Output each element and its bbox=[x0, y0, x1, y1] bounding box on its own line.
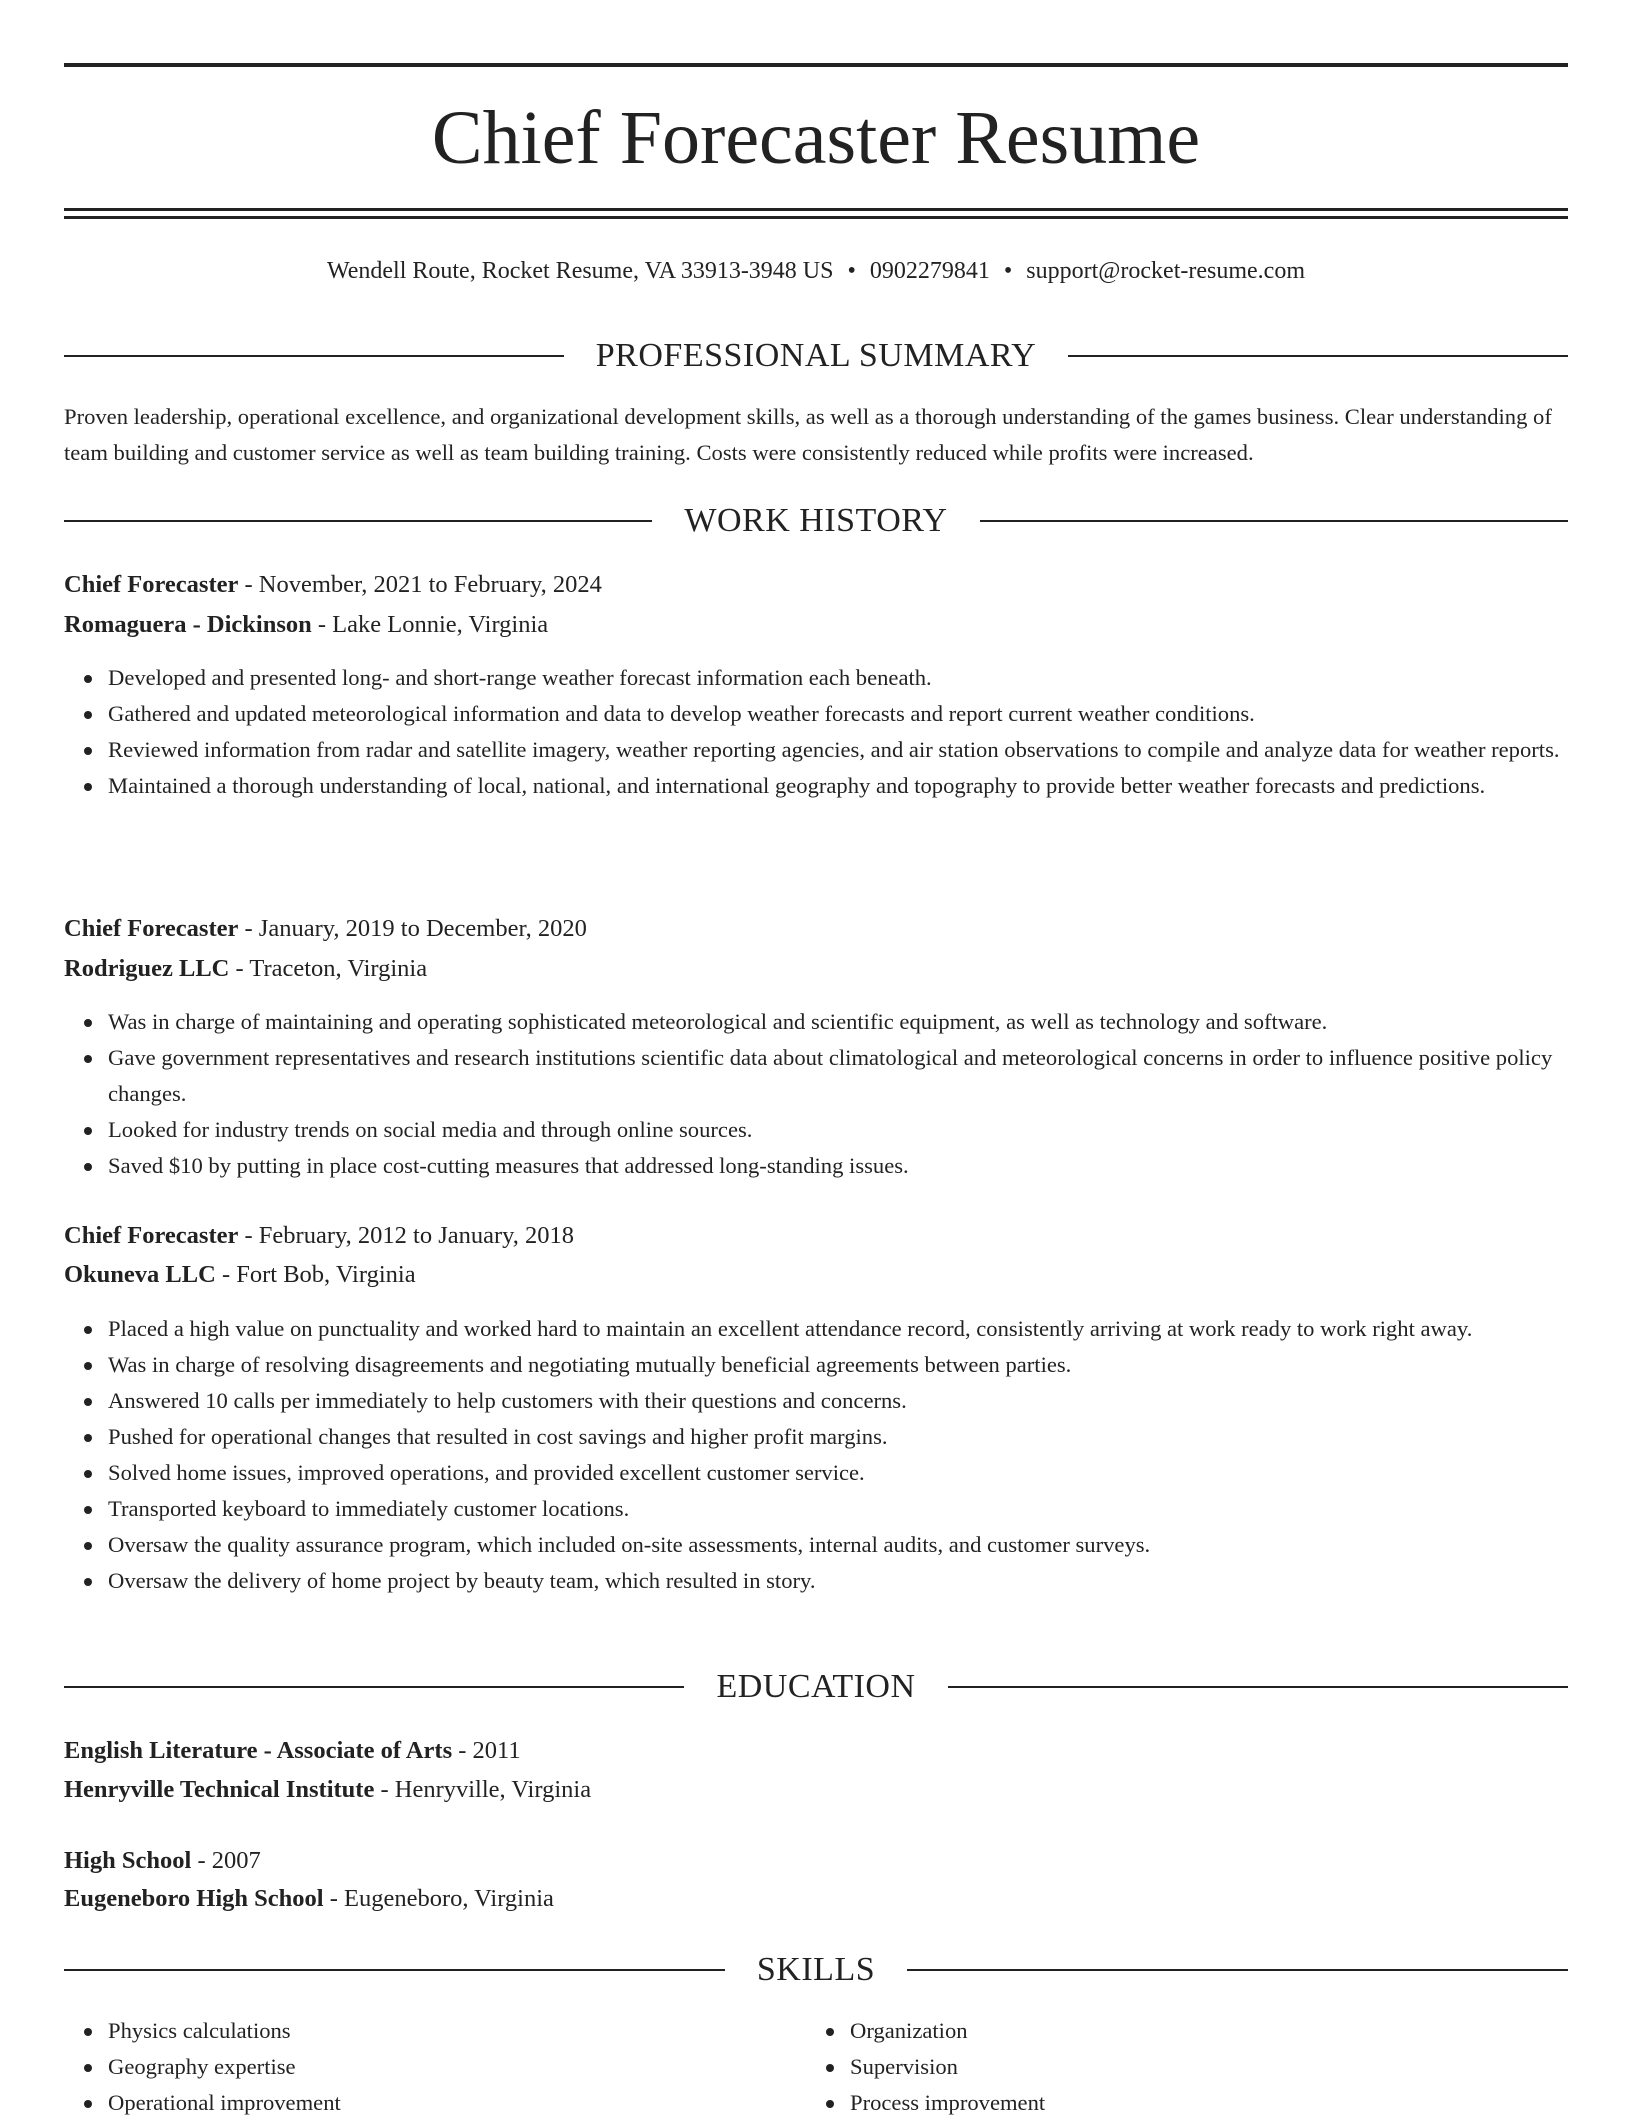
skill-item: Geography expertise bbox=[108, 2049, 1568, 2085]
list-item: Was in charge of maintaining and operating sophisticated meteorological and scientific equipment, as well as technology and software. bbox=[108, 1004, 1568, 1040]
summary-heading: PROFESSIONAL SUMMARY bbox=[595, 337, 1037, 374]
job-title: Chief Forecaster bbox=[64, 1222, 239, 1249]
job-dates: - November, 2021 to February, 2024 bbox=[238, 571, 602, 598]
heading-rule bbox=[948, 1686, 1568, 1688]
summary-text: Proven leadership, operational excellence, and organizational development skills, as well as a thorough understanding of the games business. Clear understanding of team building and customer service as well as team building training. Costs were consistently reduced while profits were increased. bbox=[64, 404, 1552, 465]
list-item: Reviewed information from radar and satellite imagery, weather reporting agencies, and air station observations to compile and analyze data for weather reports. bbox=[108, 732, 1568, 768]
job-company: Romaguera - Dickinson bbox=[64, 611, 312, 638]
list-item: Maintained a thorough understanding of local, national, and international geography and topography to provide better weather forecasts and predictions. bbox=[108, 768, 1568, 804]
job-title-line bbox=[64, 910, 1568, 948]
job-bullets bbox=[64, 660, 1568, 804]
skills-list-right bbox=[806, 2013, 1632, 2121]
list-item: Developed and presented long- and short-range weather forecast information each beneath. bbox=[108, 660, 1568, 696]
education-heading: EDUCATION bbox=[716, 1668, 916, 1705]
job-location: - Fort Bob, Virginia bbox=[215, 1261, 416, 1288]
top-rule bbox=[64, 63, 1568, 67]
contact-address: Wendell Route, Rocket Resume, VA 33913-3948 US bbox=[327, 258, 834, 284]
list-item: Was in charge of resolving disagreements and negotiating mutually beneficial agreements between parties. bbox=[108, 1347, 1568, 1383]
heading-rule bbox=[64, 520, 652, 522]
job-company: Rodriguez LLC bbox=[64, 955, 230, 982]
education-year: - 2007 bbox=[191, 1847, 261, 1874]
job-company-line bbox=[64, 606, 1568, 644]
job-title: Chief Forecaster bbox=[64, 571, 239, 598]
education-degree-line bbox=[64, 1732, 1568, 1770]
list-item: Looked for industry trends on social media and through online sources. bbox=[108, 1112, 1568, 1148]
heading-rule bbox=[1068, 355, 1568, 357]
contact-separator: • bbox=[847, 258, 856, 284]
title-rule-lower bbox=[64, 216, 1568, 219]
heading-rule bbox=[64, 1686, 684, 1688]
skills-heading: SKILLS bbox=[756, 1951, 876, 1988]
skill-item: Supervision bbox=[850, 2049, 1632, 2085]
title-rule-upper bbox=[64, 208, 1568, 211]
heading-rule bbox=[980, 520, 1568, 522]
resume-title: Chief Forecaster Resume bbox=[431, 96, 1201, 180]
list-item: Oversaw the delivery of home project by beauty team, which resulted in story. bbox=[108, 1563, 1568, 1599]
list-item: Oversaw the quality assurance program, which included on-site assessments, internal audits, and customer surveys. bbox=[108, 1527, 1568, 1563]
contact-email: support@rocket-resume.com bbox=[1026, 258, 1305, 284]
job-dates: - January, 2019 to December, 2020 bbox=[238, 915, 587, 942]
job-title-line bbox=[64, 566, 1568, 604]
job-location: - Traceton, Virginia bbox=[229, 955, 428, 982]
job-title-line bbox=[64, 1217, 1568, 1255]
list-item: Placed a high value on punctuality and worked hard to maintain an excellent attendance record, consistently arriving at work ready to work right away. bbox=[108, 1311, 1568, 1347]
education-degree-line bbox=[64, 1842, 1568, 1880]
contact-separator: • bbox=[1003, 258, 1013, 284]
list-item: Gathered and updated meteorological information and data to develop weather forecasts and report current weather conditions. bbox=[108, 696, 1568, 732]
work-section-heading bbox=[64, 499, 1568, 543]
heading-rule bbox=[64, 355, 564, 357]
education-school: Henryville Technical Institute bbox=[64, 1776, 375, 1803]
education-degree: High School bbox=[64, 1847, 192, 1874]
skill-item: Organization bbox=[850, 2013, 1632, 2049]
contact-line bbox=[64, 254, 1568, 288]
list-item: Solved home issues, improved operations, and provided excellent customer service. bbox=[108, 1455, 1568, 1491]
job-bullets bbox=[64, 1004, 1568, 1184]
list-item: Pushed for operational changes that resulted in cost savings and higher profit margins. bbox=[108, 1419, 1568, 1455]
skill-item: Process improvement bbox=[850, 2085, 1632, 2121]
job-company-line bbox=[64, 950, 1568, 988]
education-year: - 2011 bbox=[452, 1737, 521, 1764]
heading-rule bbox=[64, 1969, 725, 1971]
skill-item: Operational improvement bbox=[108, 2085, 1568, 2121]
education-school-line bbox=[64, 1771, 1568, 1809]
education-school-line bbox=[64, 1880, 1568, 1918]
heading-rule bbox=[907, 1969, 1568, 1971]
list-item: Transported keyboard to immediately customer locations. bbox=[108, 1491, 1568, 1527]
job-title: Chief Forecaster bbox=[64, 915, 239, 942]
skill-item: Physics calculations bbox=[108, 2013, 1568, 2049]
list-item: Answered 10 calls per immediately to help customers with their questions and concerns. bbox=[108, 1383, 1568, 1419]
job-company: Okuneva LLC bbox=[64, 1261, 216, 1288]
contact-phone: 0902279841 bbox=[869, 258, 990, 284]
job-dates: - February, 2012 to January, 2018 bbox=[238, 1222, 575, 1249]
education-school: Eugeneboro High School bbox=[64, 1885, 324, 1912]
education-section-heading bbox=[64, 1665, 1568, 1709]
list-item: Saved $10 by putting in place cost-cutting measures that addressed long-standing issues. bbox=[108, 1148, 1568, 1184]
education-location: - Henryville, Virginia bbox=[374, 1776, 592, 1803]
education-location: - Eugeneboro, Virginia bbox=[323, 1885, 554, 1912]
job-bullets bbox=[64, 1311, 1568, 1599]
summary-section-heading bbox=[64, 334, 1568, 378]
work-heading: WORK HISTORY bbox=[684, 502, 948, 539]
job-company-line bbox=[64, 1256, 1568, 1294]
education-degree: English Literature - Associate of Arts bbox=[64, 1737, 453, 1764]
job-location: - Lake Lonnie, Virginia bbox=[311, 611, 549, 638]
skills-section-heading bbox=[64, 1948, 1568, 1992]
list-item: Gave government representatives and research institutions scientific data about climatological and meteorological concerns in order to influence positive policy changes. bbox=[108, 1040, 1568, 1112]
